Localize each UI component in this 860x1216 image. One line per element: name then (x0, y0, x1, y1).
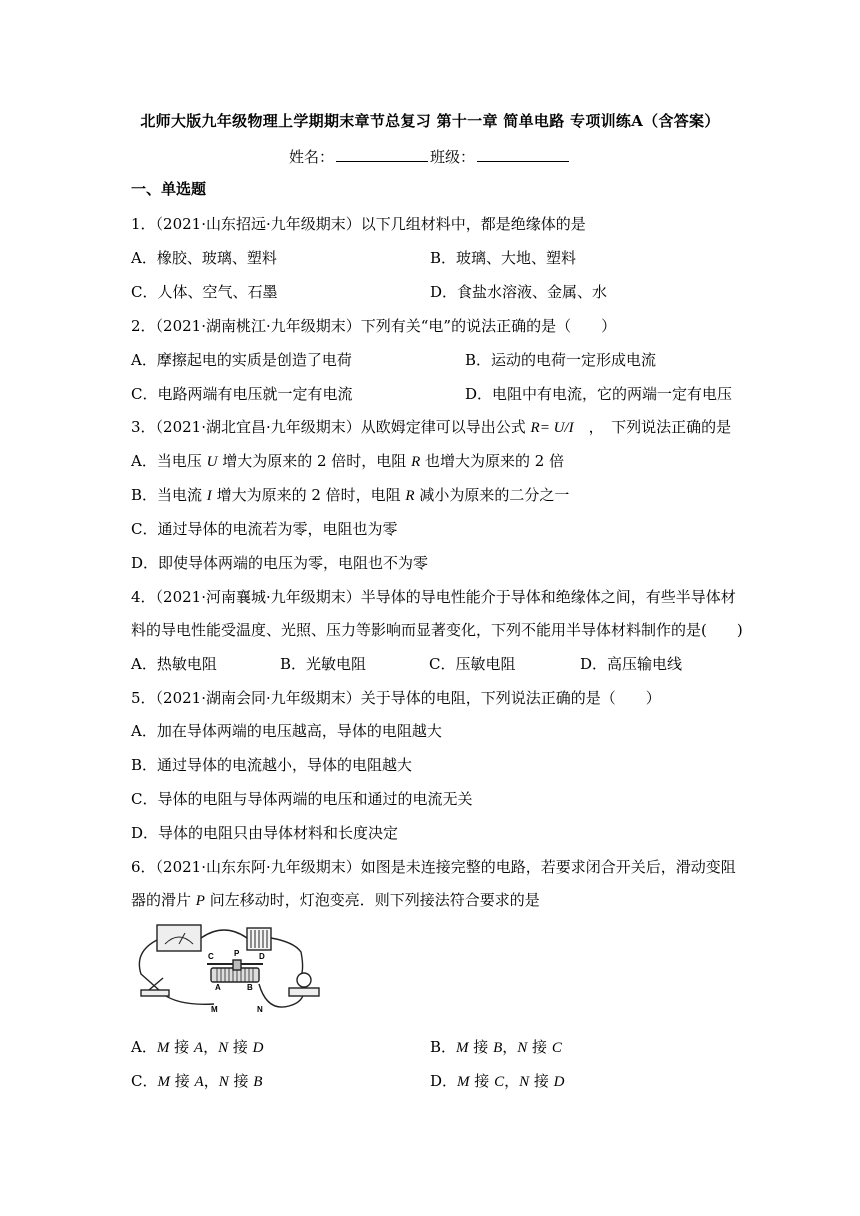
q6-a-letter: A． (131, 1038, 157, 1056)
q6-option-a (131, 1037, 263, 1058)
q6-stem-text-1: 器的滑片 (131, 891, 196, 909)
q6-b-text-1: 接 (468, 1038, 494, 1056)
q3-a-text-3: 也增大为原来的 2 倍 (420, 452, 565, 470)
figure-label-n: N (257, 1005, 263, 1014)
q6-c-var-1: M (157, 1074, 170, 1090)
q3-b-text-3: 减小为原来的二分之一 (414, 486, 570, 504)
q6-b-var-3: N (517, 1040, 528, 1056)
figure-label-m: M (211, 1005, 218, 1014)
q6-c-comma: ， (203, 1072, 219, 1090)
name-class-row (0, 146, 860, 167)
q6-option-d (430, 1071, 565, 1092)
q3-option-b (131, 485, 569, 506)
q6-stem-line2 (131, 890, 540, 911)
document-title: 北师大版九年级物理上学期期末章节总复习 第十一章 简单电路 专项训练A（含答案） (140, 112, 720, 130)
figure-label-p: P (234, 949, 240, 958)
q1-option-a: A．橡胶、玻璃、塑料 (131, 249, 277, 267)
q6-a-var-3: N (218, 1040, 229, 1056)
q2-option-b: B．运动的电荷一定形成电流 (465, 351, 657, 369)
q4-stem-line2: 料的导电性能受温度、光照、压力等影响而显著变化，下列不能用半导体材料制作的是( ) (131, 621, 743, 639)
q2-option-a: A．摩擦起电的实质是创造了电荷 (131, 351, 352, 369)
q6-a-var-2: A (193, 1040, 204, 1056)
q2-option-d: D．电阻中有电流，它的两端一定有电压 (465, 385, 733, 403)
q6-c-letter: C． (131, 1072, 158, 1090)
q1-option-d: D．食盐水溶液、金属、水 (430, 283, 608, 301)
q4-stem-line1: 4．（2021·河南襄城·九年级期末）半导体的导电性能介于导体和绝缘体之间，有些半导体材 (131, 588, 736, 606)
q2-stem: 2．（2021·湖南桃江·九年级期末）下列有关“电”的说法正确的是（ ） (131, 317, 617, 335)
q3-option-d: D．即使导体两端的电压为零，电阻也不为零 (131, 554, 429, 572)
circuit-diagram (129, 922, 329, 1022)
figure-label-b: B (247, 983, 253, 992)
q3-b-var-i: I (206, 488, 212, 504)
q5-option-b: B．通过导体的电流越小，导体的电阻越大 (131, 756, 413, 774)
q4-option-c: C．压敏电阻 (429, 655, 516, 673)
q3-stem (131, 417, 731, 438)
q6-stem-text-2: 问左移动时，灯泡变亮．则下列接法符合要求的是 (204, 891, 540, 909)
q6-b-comma: ， (502, 1038, 518, 1056)
class-label: 班级： (430, 148, 476, 166)
figure-label-a: A (215, 983, 221, 992)
meter-icon (157, 925, 201, 951)
q6-c-text-2: 接 (228, 1072, 254, 1090)
q6-stem-line1: 6．（2021·山东东阿·九年级期末）如图是未连接完整的电路，若要求闭合开关后，滑动变阻 (131, 858, 736, 876)
q6-d-text-1: 接 (469, 1072, 495, 1090)
q3-a-text-1: A．当电压 (131, 452, 207, 470)
q6-c-text-1: 接 (169, 1072, 195, 1090)
q3-stem-suffix: ， 下列说法正确的是 (573, 418, 732, 436)
q6-b-var-2: B (493, 1040, 503, 1056)
q4-option-a: A．热敏电阻 (131, 655, 217, 673)
q6-a-comma: ， (203, 1038, 219, 1056)
q1-option-b: B．玻璃、大地、塑料 (430, 249, 577, 267)
q6-a-var-4: D (252, 1040, 264, 1056)
q6-d-comma: ， (504, 1072, 520, 1090)
q3-formula: R= U/I (530, 420, 574, 436)
q3-option-c: C．通过导体的电流若为零，电阻也为零 (131, 520, 398, 538)
q6-d-text-2: 接 (529, 1072, 554, 1090)
q6-b-text-2: 接 (527, 1038, 552, 1056)
q1-option-c: C．人体、空气、石墨 (131, 283, 278, 301)
q3-option-a (131, 451, 564, 472)
q3-stem-prefix: 3．（2021·湖北宜昌·九年级期末）从欧姆定律可以导出公式 (131, 418, 531, 436)
q6-b-letter: B． (430, 1038, 457, 1056)
figure-label-d: D (259, 952, 265, 961)
q3-a-var-r: R (411, 454, 421, 470)
section-heading: 一、单选题 (131, 180, 207, 198)
figure-label-c: C (208, 952, 214, 961)
q5-option-d: D．导体的电阻只由导体材料和长度决定 (131, 824, 399, 842)
q6-option-c (131, 1071, 262, 1092)
q3-a-text-2: 增大为原来的 2 倍时，电阻 (217, 452, 412, 470)
q6-b-var-4: C (551, 1040, 562, 1056)
q4-option-d: D．高压输电线 (580, 655, 683, 673)
q6-option-b (430, 1037, 562, 1058)
q6-c-var-2: A (194, 1074, 204, 1090)
q3-a-var-u: U (206, 454, 218, 470)
q6-c-var-4: B (253, 1074, 263, 1090)
q6-stem-var-p: P (195, 893, 205, 909)
q6-d-var-4: D (553, 1074, 565, 1090)
q4-option-b: B．光敏电阻 (280, 655, 367, 673)
name-blank[interactable] (336, 148, 428, 162)
q6-a-text-2: 接 (228, 1038, 253, 1056)
q2-option-c: C．电路两端有电压就一定有电流 (131, 385, 353, 403)
q1-stem: 1．（2021·山东招远·九年级期末）以下几组材料中，都是绝缘体的是 (131, 215, 586, 233)
q6-c-var-3: N (218, 1074, 229, 1090)
name-label: 姓名： (288, 148, 334, 166)
q3-b-text-1: B．当电流 (131, 486, 207, 504)
switch-icon (141, 990, 169, 996)
q5-stem: 5．（2021·湖南会同·九年级期末）关于导体的电阻，下列说法正确的是（ ） (131, 689, 661, 707)
q3-b-var-r: R (405, 488, 415, 504)
q6-d-letter: D． (430, 1072, 458, 1090)
q3-b-text-2: 增大为原来的 2 倍时，电阻 (211, 486, 406, 504)
q6-d-var-1: M (457, 1074, 470, 1090)
class-blank[interactable] (477, 148, 569, 162)
q5-option-c: C．导体的电阻与导体两端的电压和通过的电流无关 (131, 790, 473, 808)
q5-option-a: A．加在导体两端的电压越高，导体的电阻越大 (131, 722, 442, 740)
q6-b-var-1: M (456, 1040, 469, 1056)
lamp-icon (289, 988, 319, 996)
q6-d-var-2: C (494, 1074, 505, 1090)
q6-a-var-1: M (156, 1040, 170, 1056)
q6-a-text-1: 接 (169, 1038, 194, 1056)
q6-d-var-3: N (519, 1074, 530, 1090)
